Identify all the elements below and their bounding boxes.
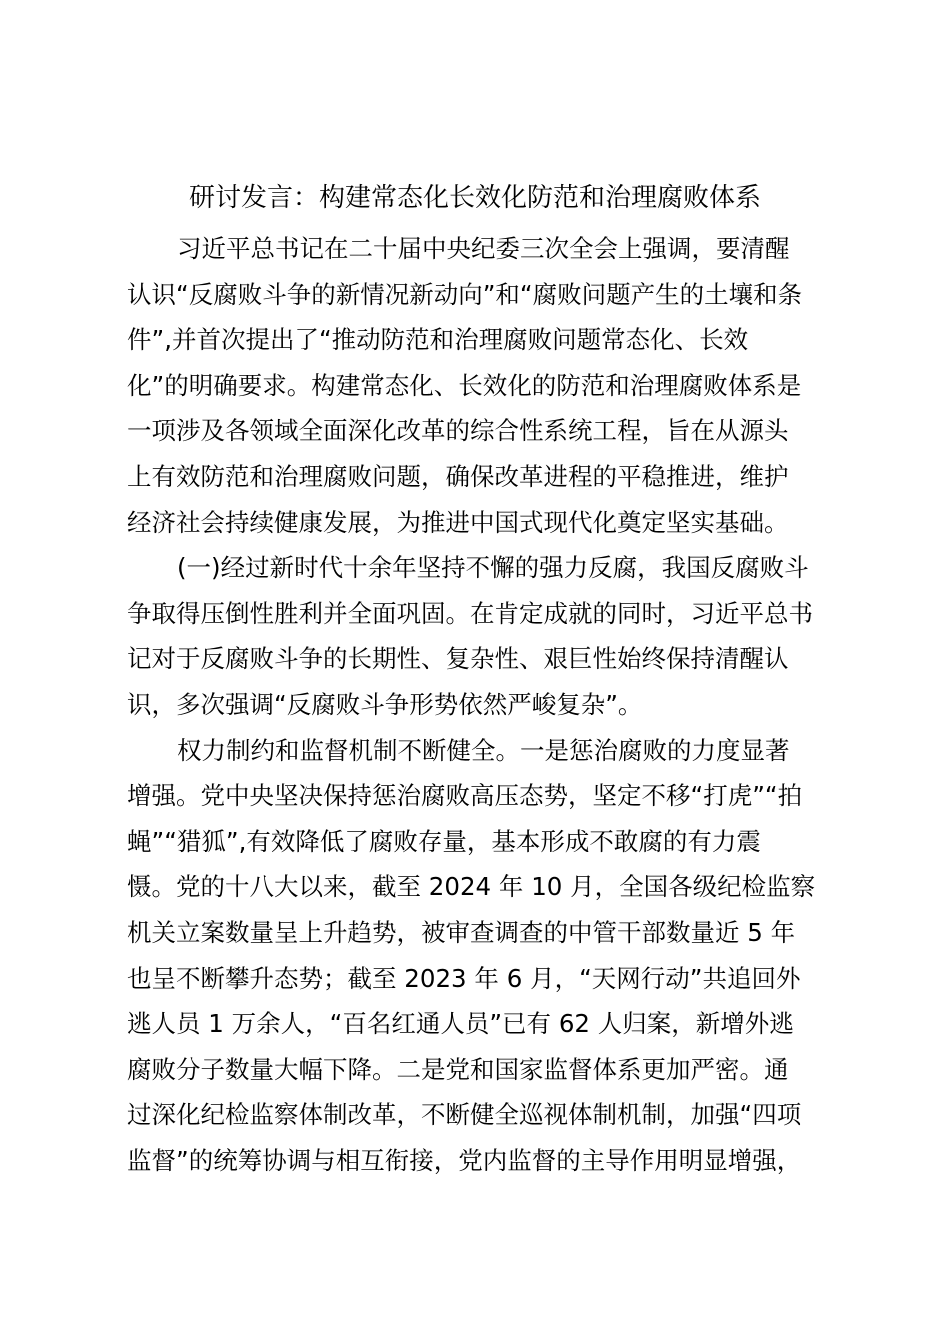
document-body (127, 226, 847, 1183)
text-line: 增强。党中央坚决保持惩治腐败高压态势，坚定不移“打虎”“拍 (127, 781, 803, 811)
text-line: 识，多次强调“反腐败斗争形势依然严峻复杂”。 (127, 689, 643, 719)
text-line: 件”,并首次提出了“推动防范和治理腐败问题常态化、长效 (127, 325, 749, 355)
text-line: 蝇”“猎狐”,有效降低了腐败存量，基本形成不敢腐的有力震 (127, 826, 761, 856)
text-line: 记对于反腐败斗争的长期性、复杂性、艰巨性始终保持清醒认 (127, 644, 789, 674)
text-line: 机关立案数量呈上升趋势，被审查调查的中管干部数量近 5 年 (127, 917, 796, 947)
text-line: 慑。党的十八大以来，截至 2024 年 10 月，全国各级纪检监察 (127, 872, 816, 902)
text-line: 习近平总书记在二十届中央纪委三次全会上强调，要清醒 (177, 234, 790, 263)
text-line: 腐败分子数量大幅下降。二是党和国家监督体系更加严密。通 (127, 1054, 789, 1084)
text-line: 也呈不断攀升态势；截至 2023 年 6 月，“天网行动”共追回外 (127, 963, 801, 993)
document-title: 研讨发言：构建常态化长效化防范和治理腐败体系 (188, 183, 761, 213)
text-line: 化”的明确要求。构建常态化、长效化的防范和治理腐败体系是 (127, 370, 802, 400)
text-line: 经济社会持续健康发展，为推进中国式现代化奠定坚实基础。 (127, 507, 789, 537)
text-line: 争取得压倒性胜利并全面巩固。在肯定成就的同时，习近平总书 (127, 598, 813, 628)
text-line: (一)经过新时代十余年坚持不懈的强力反腐，我国反腐败斗 (177, 553, 809, 583)
text-line: 一项涉及各领域全面深化改革的综合性系统工程，旨在从源头 (127, 416, 789, 446)
text-line: 上有效防范和治理腐败问题，确保改革进程的平稳推进，维护 (127, 461, 789, 491)
text-line: 逃人员 1 万余人，“百名红通人员”已有 62 人归案，新增外逃 (127, 1009, 794, 1039)
text-line: 权力制约和监督机制不断健全。一是惩治腐败的力度显著 (177, 735, 790, 765)
text-line: 认识“反腐败斗争的新情况新动向”和“腐败问题产生的土壤和条 (127, 279, 803, 309)
text-line: 过深化纪检监察体制改革，不断健全巡视体制机制，加强“四项 (127, 1100, 802, 1130)
text-line: 监督”的统筹协调与相互衔接，党内监督的主导作用明显增强， (127, 1145, 802, 1175)
